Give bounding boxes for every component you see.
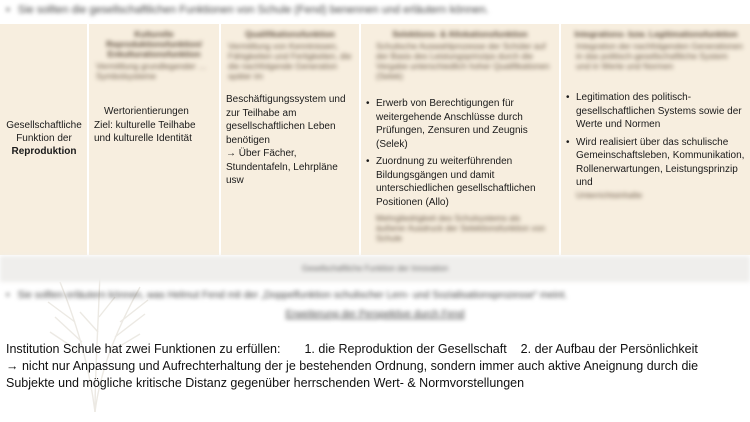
divider [219, 24, 221, 255]
blurred-text: Unterrichtsinhalte [576, 189, 643, 200]
blurred-text: Schulische Auswahlprozesse der Schüler auf der Basis des Leistungsprinzips durch die Vergabe unterschiedlich hoher Qualifikationen (Selek) [376, 41, 550, 81]
cell-text: Wertorientierungen Ziel: kulturelle Teilhabe und kulturelle Identität [94, 106, 196, 144]
innovation-band: Gesellschaftliche Funktion der Innovation [0, 256, 750, 282]
column-qualifikation [222, 24, 358, 255]
column-header: Integrations- bzw. Legitimationsfunktion [574, 29, 738, 39]
bullet-dot: • [6, 4, 10, 16]
list-item: • Wird realisiert über das schulische Gemeinschaftsleben, Kommunikation, Rollenerwartungen, Leistungsprinzip und [576, 136, 746, 190]
bullet-dot: • [6, 290, 10, 301]
column-selektion [362, 24, 558, 255]
top-bullet: • Sie sollten die gesellschaftlichen Funktionen von Schule (Fend) benennen und erläutern können. [6, 4, 489, 16]
blurred-text: Integration der nachfolgenden Generationen in das politisch-gesellschaftliche System und in Werte und Normen [576, 41, 743, 71]
row-label-column [0, 24, 86, 255]
cell-text: Beschäftigungssystem und zur Teilhabe am gesellschaftlichen Leben benötigen → Über Fächer, Stundentafeln, Lehrpläne usw [226, 94, 346, 186]
blurred-text: Vermittlung von Kenntnissen, Fähigkeiten und Fertigkeiten, die die nachfolgende Generation später im [228, 41, 352, 81]
divider [359, 24, 361, 255]
second-bullet: • Sie sollten erläutern können, was Helmut Fend mit der „Doppelfunktion schulischer Lern- und Sozialisationsprozesse“ meint. [6, 290, 568, 301]
column-integration [562, 24, 750, 255]
list-item: • Erwerb von Berechtigungen für weitergehende Anschlüsse durch Prüfungen, Zensuren und Zeugnis (Selek) [376, 97, 554, 151]
column-enkulturation [90, 24, 218, 255]
list-item: • Legitimation des politisch-gesellschaftlichen Systems sowie der Werte und Normen [576, 91, 746, 132]
perspective-link[interactable]: Erweiterung der Perspektive durch Fend [285, 309, 465, 320]
summary-paragraph: Institution Schule hat zwei Funktionen zu erfüllen: 1. die Reproduktion der Gesellschaft 2. der Aufbau der Persönlichkeit → nicht nur Anpassung und Aufrechterhaltung der je bestehenden Ordnung, sondern immer auch aktive Aneignung durch die Subjekte und mögliche kritische Distanz gegenüber herrschenden Wert- & Normvorstellungen [6, 342, 699, 390]
bullet-list [362, 97, 558, 209]
column-header: Kulturelle Reproduktionsfunktion/ Enkulturationsfunktion [106, 29, 202, 59]
functions-table [0, 24, 750, 255]
divider [87, 24, 89, 255]
blurred-text: Vermittlung grundlegender … Symbolsysteme [96, 61, 207, 81]
bullet-list [562, 91, 750, 190]
divider [559, 24, 561, 255]
list-item: • Zuordnung zu weiterführenden Bildungsgängen und damit unterschiedlichen gesellschaftlichen Positionen (Allo) [376, 155, 554, 209]
blurred-text: Mehrgliedrigkeit des Schulsystems als äußerer Ausdruck der Selektionsfunktion von Schule [376, 213, 546, 243]
column-header: Selektions- & Allokationsfunktion [392, 29, 528, 39]
row-label: Gesellschaftliche Funktion der Reproduktion [6, 120, 82, 157]
column-header: Qualifikationsfunktion [245, 29, 335, 39]
